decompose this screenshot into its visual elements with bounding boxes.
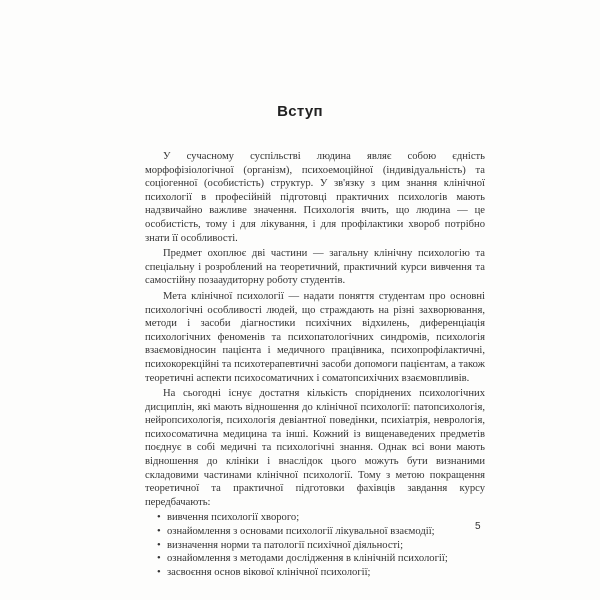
bullet-item: • визначення норми та патології психічної діяльності; [145,539,485,553]
paragraph: У сучасному суспільстві людина являє собою єдність морфофізіологічної (організм), психоемоційної (індивідуальність) та соціогенної (особистість) структур. У зв'язку з цим знання клінічної психології в професійній підготовці практичних психологів мають надзвичайно важливе значення. Психологія вчить, що людина — це особистість, тому і для лікування, і для профілактики хвороб потрібно знати її особливості. [145,151,485,244]
bullet-item: • ознайомлення з основами психології лікувальної взаємодії; [145,525,485,539]
paragraph: На сьогодні існує достатня кількість споріднених психологічних дисциплін, які мають відношення до клінічної психології: патопсихологія, нейропсихологія, психологія девіантної поведінки, психіатрія, неврологія, психосоматична медицина та інші. Кожний із вищенаведених предметів поєднує в собі медичні та психологічні знання. Однак всі вони мають відношення до клініки і внаслідок цього можуть бути визнаними складовими частинами клінічної психології. Тому з метою покращення теоретичної та практичної підготовки фахівців завдання курсу передбачають: [145,388,485,508]
page-number: 5 [475,521,481,532]
paragraph: Предмет охоплює дві частини — загальну клінічну психологію та спеціальну і розроблений на теоретичний, практичний курси вивчення та самостійну позааудиторну роботу студентів. [145,248,485,287]
bullet-list [145,511,485,579]
bullet-item: • вивчення психології хворого; [145,511,485,525]
bullet-item: • ознайомлення з методами дослідження в клінічній психології; [145,552,485,566]
bullet-item: • засвоєння основ вікової клінічної психології; [145,566,485,580]
paragraph: Мета клінічної психології — надати поняття студентам про основні психологічні особливості людей, що страждають на різні захворювання, методи і засоби діагностики психічних відхилень, диференціація психологічних феноменів та психопатологічних синдромів, психологія взаємовідносин пацієнта і медичного працівника, психопрофілактичні, психокорекційні та психотерапевтичні засоби допомоги пацієнтам, а також теоретичні аспекти психосоматичних і соматопсихічних взаємовпливів. [145,290,485,384]
body-text [145,150,485,579]
page-title: Вступ [277,103,323,120]
